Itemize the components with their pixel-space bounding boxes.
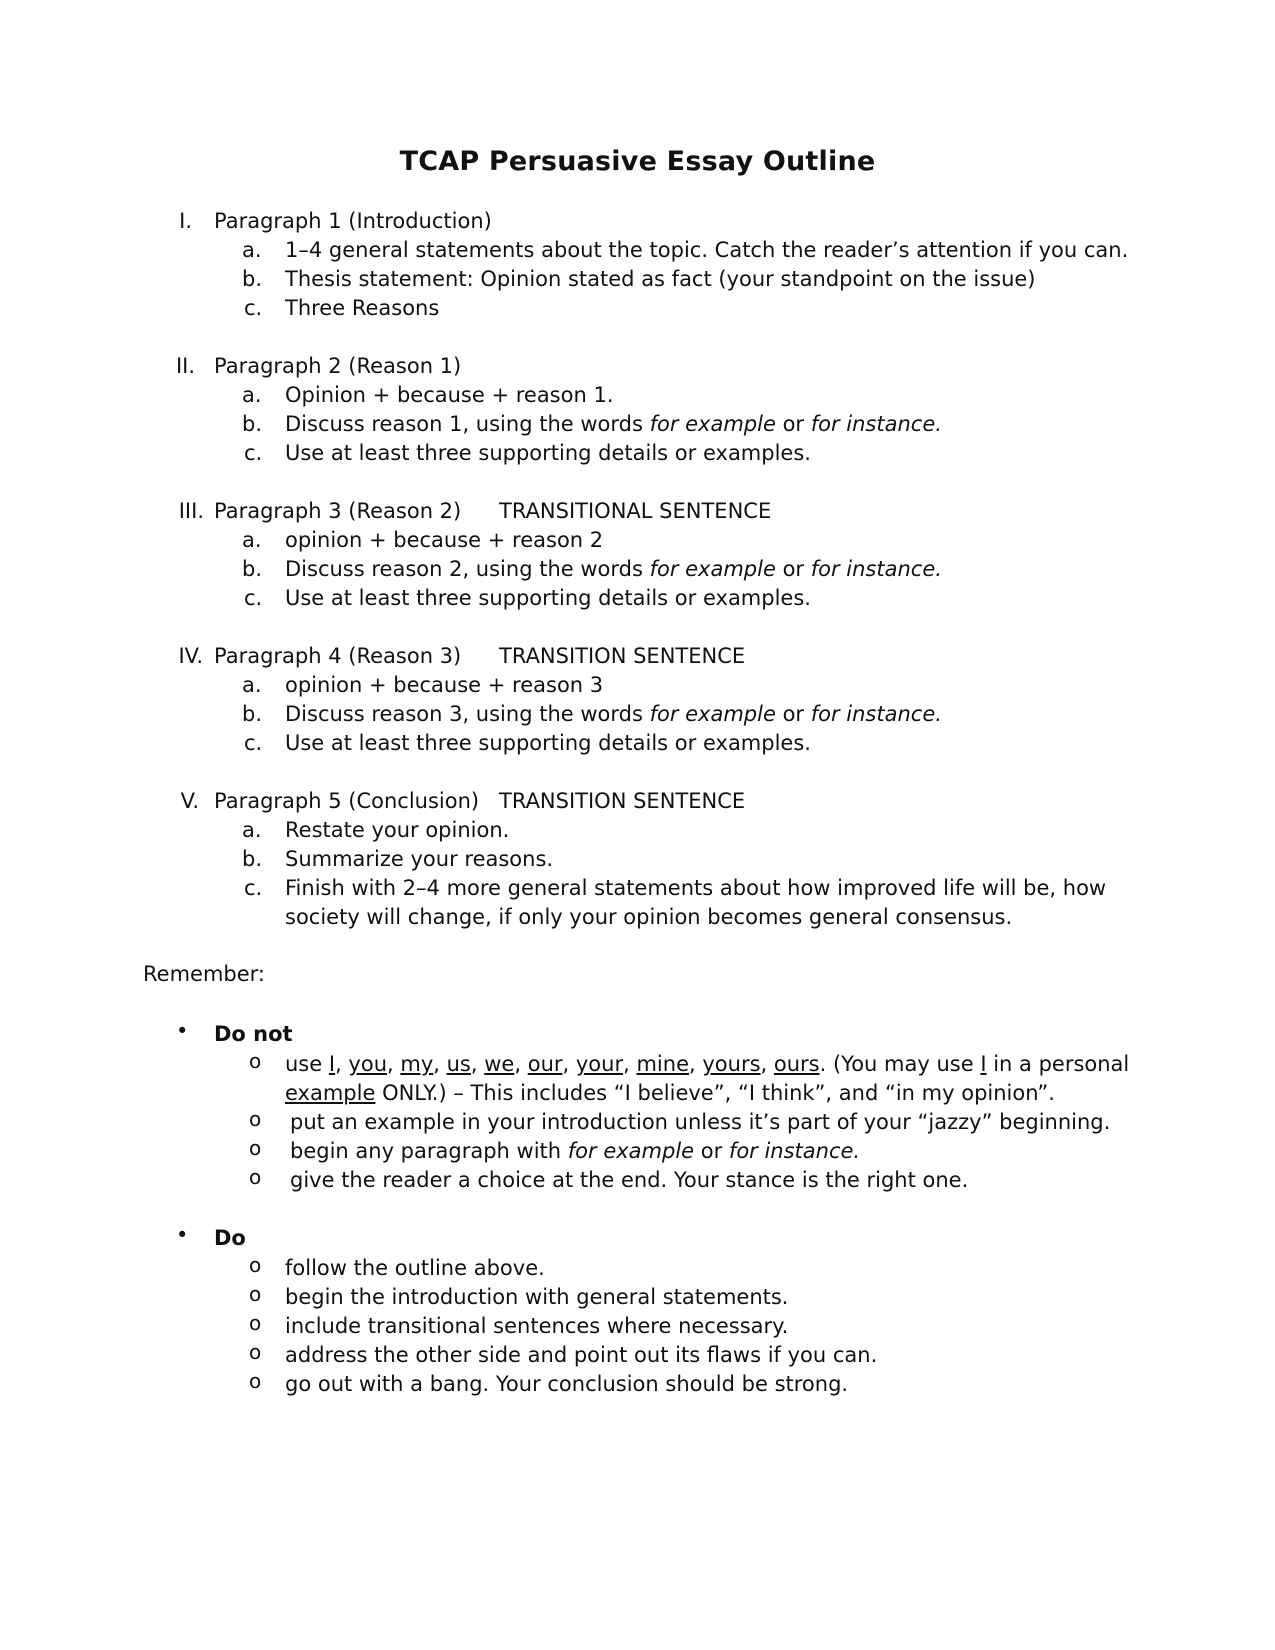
list-item-continuation: society will change, if only your opinion becomes general consensus. xyxy=(285,905,1013,929)
page-title: TCAP Persuasive Essay Outline xyxy=(399,146,876,177)
list-item: Discuss reason 1, using the words for example or for instance. xyxy=(285,412,942,436)
list-item: Use at least three supporting details or examples. xyxy=(285,441,811,465)
section-heading: Paragraph 4 (Reason 3) xyxy=(214,644,462,668)
bullet-icon: • xyxy=(176,1019,189,1043)
list-item-letter: b. xyxy=(242,412,263,436)
circle-bullet-icon: o xyxy=(249,1311,262,1335)
list-item-letter: c. xyxy=(244,296,263,320)
do-not-heading: Do not xyxy=(214,1022,293,1046)
list-item: Thesis statement: Opinion stated as fact (your standpoint on the issue) xyxy=(285,267,1036,291)
list-item: address the other side and point out its flaws if you can. xyxy=(285,1343,878,1367)
circle-bullet-icon: o xyxy=(249,1049,262,1073)
list-item-letter: a. xyxy=(242,673,262,697)
section-numeral: III. xyxy=(178,499,204,523)
circle-bullet-icon: o xyxy=(249,1136,262,1160)
circle-bullet-icon: o xyxy=(249,1369,262,1393)
section-numeral: V. xyxy=(180,789,199,813)
section-numeral: I. xyxy=(179,209,192,233)
circle-bullet-icon: o xyxy=(249,1282,262,1306)
list-item: go out with a bang. Your conclusion should be strong. xyxy=(285,1372,849,1396)
section-numeral: II. xyxy=(175,354,195,378)
section-note: TRANSITIONAL SENTENCE xyxy=(499,499,772,523)
section-numeral: IV. xyxy=(178,644,203,668)
circle-bullet-icon: o xyxy=(249,1107,262,1131)
list-item-continuation: example ONLY.) – This includes “I believe”, “I think”, and “in my opinion”. xyxy=(285,1081,1055,1105)
list-item-letter: b. xyxy=(242,847,263,871)
list-item: Discuss reason 3, using the words for example or for instance. xyxy=(285,702,942,726)
list-item: Restate your opinion. xyxy=(285,818,510,842)
list-item: Summarize your reasons. xyxy=(285,847,554,871)
list-item: include transitional sentences where necessary. xyxy=(285,1314,789,1338)
list-item: Discuss reason 2, using the words for example or for instance. xyxy=(285,557,942,581)
list-item-letter: c. xyxy=(244,731,263,755)
do-heading: Do xyxy=(214,1226,246,1250)
section-heading: Paragraph 2 (Reason 1) xyxy=(214,354,462,378)
list-item: give the reader a choice at the end. Your stance is the right one. xyxy=(290,1168,969,1192)
list-item: Opinion + because + reason 1. xyxy=(285,383,614,407)
list-item-letter: a. xyxy=(242,528,262,552)
section-heading: Paragraph 5 (Conclusion) xyxy=(214,789,480,813)
list-item-letter: c. xyxy=(244,586,263,610)
list-item-letter: a. xyxy=(242,238,262,262)
list-item: opinion + because + reason 3 xyxy=(285,673,604,697)
list-item: Use at least three supporting details or examples. xyxy=(285,586,811,610)
remember-label: Remember: xyxy=(143,962,265,986)
section-heading: Paragraph 3 (Reason 2) xyxy=(214,499,462,523)
list-item: begin the introduction with general statements. xyxy=(285,1285,789,1309)
circle-bullet-icon: o xyxy=(249,1165,262,1189)
circle-bullet-icon: o xyxy=(249,1253,262,1277)
list-item-letter: b. xyxy=(242,267,263,291)
bullet-icon: • xyxy=(176,1223,189,1247)
list-item: 1–4 general statements about the topic. Catch the reader’s attention if you can. xyxy=(285,238,1129,262)
list-item-letter: c. xyxy=(244,876,263,900)
section-note: TRANSITION SENTENCE xyxy=(499,789,746,813)
list-item: Three Reasons xyxy=(285,296,440,320)
list-item-letter: b. xyxy=(242,702,263,726)
list-item: begin any paragraph with for example or for instance. xyxy=(290,1139,861,1163)
list-item: follow the outline above. xyxy=(285,1256,545,1280)
list-item: Use at least three supporting details or examples. xyxy=(285,731,811,755)
section-heading: Paragraph 1 (Introduction) xyxy=(214,209,492,233)
circle-bullet-icon: o xyxy=(249,1340,262,1364)
list-item-letter: c. xyxy=(244,441,263,465)
list-item: use I, you, my, us, we, our, your, mine, yours, ours. (You may use I in a personal xyxy=(285,1052,1130,1076)
list-item-letter: a. xyxy=(242,383,262,407)
list-item: Finish with 2–4 more general statements about how improved life will be, how xyxy=(285,876,1107,900)
section-note: TRANSITION SENTENCE xyxy=(499,644,746,668)
list-item: opinion + because + reason 2 xyxy=(285,528,604,552)
list-item-letter: a. xyxy=(242,818,262,842)
list-item: put an example in your introduction unless it’s part of your “jazzy” beginning. xyxy=(290,1110,1111,1134)
list-item-letter: b. xyxy=(242,557,263,581)
